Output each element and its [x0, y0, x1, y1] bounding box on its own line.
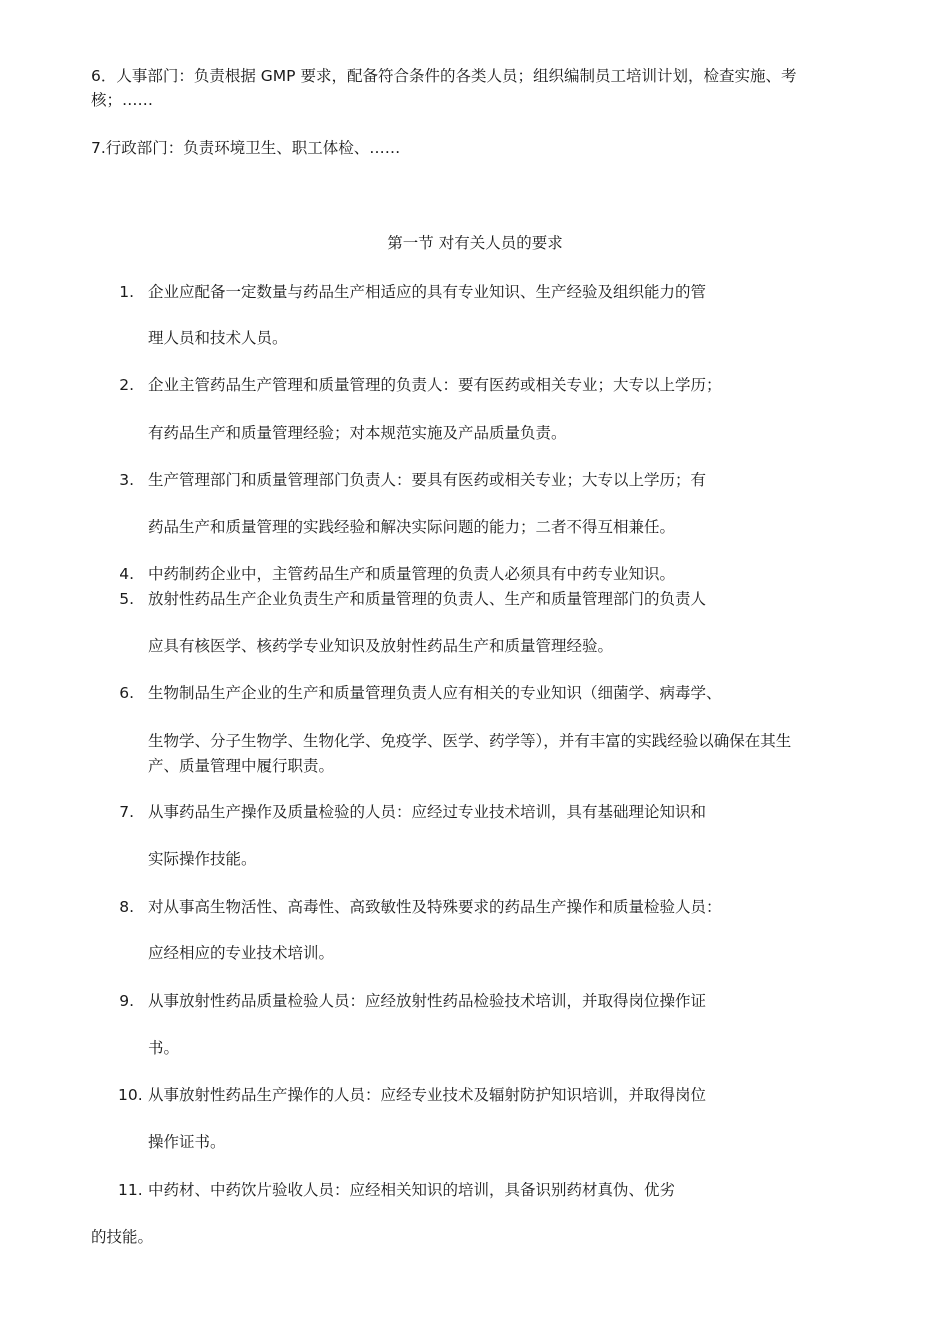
- list-item-text: 生物学、分子生物学、生物化学、免疫学、医学、药学等），并有丰富的实践经验以确保在其生: [148, 732, 792, 750]
- list-item-text: 从事放射性药品生产操作的人员：应经专业技术及辐射防护知识培训，并取得岗位: [148, 1086, 707, 1104]
- list-item-text: 应具有核医学、核药学专业知识及放射性药品生产和质量管理经验。: [148, 637, 614, 655]
- list-item-number: 11.: [118, 1181, 143, 1199]
- list-item-number: 10.: [118, 1086, 143, 1104]
- list-item-text: 应经相应的专业技术培训。: [148, 944, 335, 962]
- list-item-text: 企业主管药品生产管理和质量管理的负责人：要有医药或相关专业；大专以上学历；: [148, 376, 722, 394]
- list-item-text: 企业应配备一定数量与药品生产相适应的具有专业知识、生产经验及组织能力的管: [148, 283, 707, 301]
- dept-item-7: 7.行政部门：负责环境卫生、职工体检、……: [91, 139, 401, 157]
- list-item-text: 对从事高生物活性、高毒性、高致敏性及特殊要求的药品生产操作和质量检验人员：: [148, 898, 722, 916]
- list-item-text: 放射性药品生产企业负责生产和质量管理的负责人、生产和质量管理部门的负责人: [148, 590, 707, 608]
- dept-item-6-line-1: 6．人事部门：负责根据 GMP 要求，配备符合条件的各类人员；组织编制员工培训计划，检查实施、考: [91, 67, 797, 85]
- list-item-number: 3.: [119, 471, 134, 489]
- list-item-text: 从事放射性药品质量检验人员：应经放射性药品检验技术培训，并取得岗位操作证: [148, 992, 707, 1010]
- list-item-number: 4.: [119, 565, 134, 583]
- list-item-number: 8.: [119, 898, 134, 916]
- list-item-number: 9.: [119, 992, 134, 1010]
- list-item-number: 2.: [119, 376, 134, 394]
- section-title: 第一节 对有关人员的要求: [387, 234, 563, 252]
- list-item-text: 中药制药企业中，主管药品生产和质量管理的负责人必须具有中药专业知识。: [148, 565, 676, 583]
- list-item-number: 7.: [119, 803, 134, 821]
- list-item-number: 6.: [119, 684, 134, 702]
- list-item-text: 药品生产和质量管理的实践经验和解决实际问题的能力；二者不得互相兼任。: [148, 518, 676, 536]
- list-item-text: 中药材、中药饮片验收人员：应经相关知识的培训，具备识别药材真伪、优劣: [148, 1181, 676, 1199]
- list-item-text: 生产管理部门和质量管理部门负责人：要具有医药或相关专业；大专以上学历；有: [148, 471, 707, 489]
- dept-item-6-line-2: 核；……: [91, 91, 154, 109]
- list-item-number: 5.: [119, 590, 134, 608]
- list-item-text: 实际操作技能。: [148, 850, 257, 868]
- list-item-text: 操作证书。: [148, 1133, 226, 1151]
- list-item-text: 从事药品生产操作及质量检验的人员：应经过专业技术培训，具有基础理论知识和: [148, 803, 707, 821]
- list-item-text: 理人员和技术人员。: [148, 329, 288, 347]
- list-item-text: 的技能。: [91, 1228, 154, 1246]
- list-item-text: 生物制品生产企业的生产和质量管理负责人应有相关的专业知识（细菌学、病毒学、: [148, 684, 722, 702]
- list-item-text: 产、质量管理中履行职责。: [148, 757, 335, 775]
- list-item-text: 有药品生产和质量管理经验；对本规范实施及产品质量负责。: [148, 424, 567, 442]
- list-item-number: 1.: [119, 283, 134, 301]
- list-item-text: 书。: [148, 1039, 180, 1057]
